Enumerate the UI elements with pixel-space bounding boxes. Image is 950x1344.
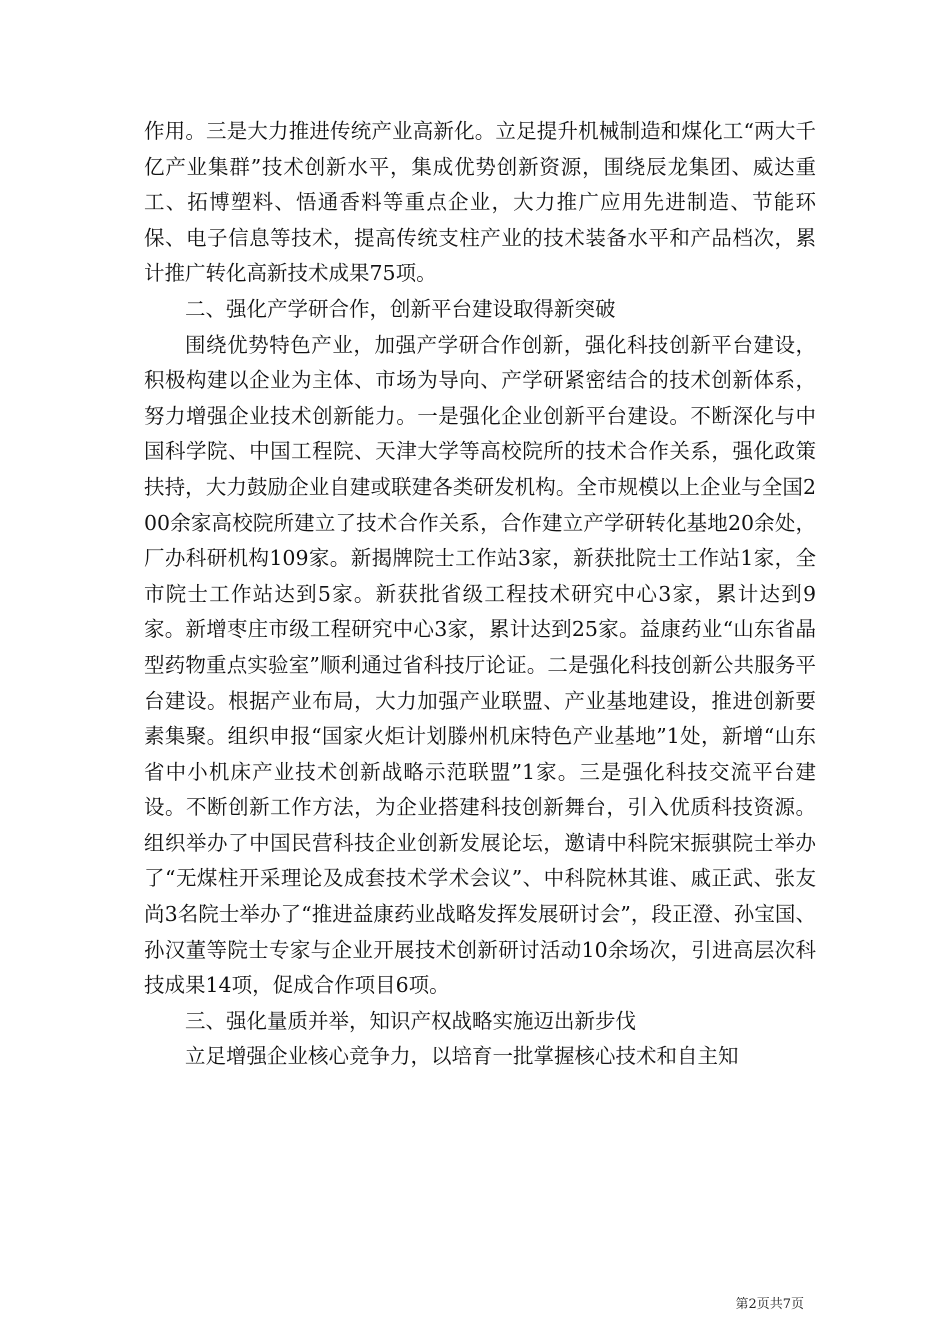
paragraph-section-2: 围绕优势特色产业，加强产学研合作创新，强化科技创新平台建设，积极构建以企业为主体、市场为导向、产学研紧密结合的技术创新体系，努力增强企业技术创新能力。一是强化企业创新平台建设。不断深化与中国科学院、中国工程院、天津大学等高校院所的技术合作关系，强化政策扶持，大力鼓励企业自建或联建各类研发机构。全市规模以上企业与全国200余家高校院所建立了技术合作关系，合作建立产学研转化基地20余处，厂办科研机构109家。新揭牌院士工作站3家，新获批院士工作站1家，全市院士工作站达到5家。新获批省级工程技术研究中心3家，累计达到9家。新增枣庄市级工程研究中心3家，累计达到25家。益康药业“山东省晶型药物重点实验室”顺利通过省科技厅论证。二是强化科技创新公共服务平台建设。根据产业布局，大力加强产业联盟、产业基地建设，推进创新要素集聚。组织申报“国家火炬计划滕州机床特色产业基地”1处，新增“山东省中小机床产业技术创新战略示范联盟”1家。三是强化科技交流平台建设。不断创新工作方法，为企业搭建科技创新舞台，引入优质科技资源。组织举办了中国民营科技企业创新发展论坛，邀请中科院宋振骐院士举办了“无煤柱开采理论及成套技术学术会议”、中科院林其谁、戚正武、张友尚3名院士举办了“推进益康药业战略发挥发展研讨会”，段正澄、孙宝国、孙汉董等院士专家与企业开展技术创新研讨活动10余场次，引进高层次科技成果14项，促成合作项目6项。 [144,332,816,998]
paragraph-section-3: 立足增强企业核心竞争力，以培育一批掌握核心技术和自主知 [185,1044,739,1069]
paragraph-continued: 作用。三是大力推进传统产业高新化。立足提升机械制造和煤化工“两大千亿产业集群”技术创新水平，集成优势创新资源，围绕辰龙集团、威达重工、拓博塑料、悟通香料等重点企业，大力推广应用先进制造、节能环保、电子信息等技术，提高传统支柱产业的技术装备水平和产品档次，累计推广转化高新技术成果75项。 [144,119,816,286]
page-number-footer: 第2页共7页 [735,1297,804,1312]
section-heading-3: 三、强化量质并举，知识产权战略实施迈出新步伐 [185,1008,636,1033]
document-body [144,114,816,1075]
section-heading-2: 二、强化产学研合作，创新平台建设取得新突破 [185,296,616,321]
